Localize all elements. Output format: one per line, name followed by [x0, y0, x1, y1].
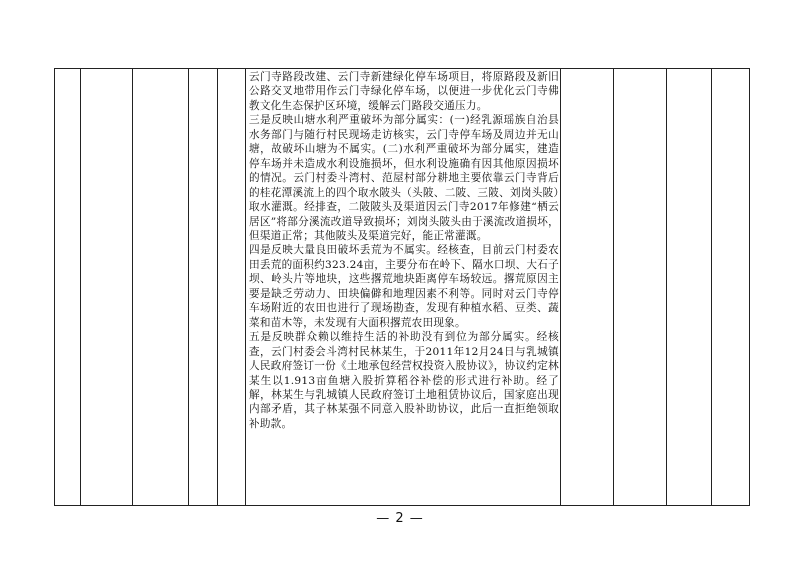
table-column-divider [666, 69, 667, 505]
verification-findings-cell [245, 69, 559, 431]
paragraph-finding-three: 三是反映山塘水利严重破坏为部分属实：(一)经乳源瑶族自治县水务部门与随行村民现场走访核实，云门寺停车场及周边并无山塘，故破坏山塘为不属实。(二)水利严重破坏为部分属实，建造停车场并未造成水利设施损坏，但水利设施确有因其他原因损坏的情况。云门村委斗湾村、范屋村部分耕地主要依靠云门寺背后的桂花潭溪流上的四个取水陂头（头陂、二陂、三陂、刘岗头陂）取水灌溉。经排查，二陂陂头及渠道因云门寺2017年修建“栖云居区”将部分溪流改道导致损坏；刘岗头陂头由于溪流改道损坏，但渠道正常；其他陂头及渠道完好，能正常灌溉。 [249, 114, 559, 242]
table-border-right [749, 69, 750, 505]
table-column-divider [217, 69, 218, 505]
table-column-divider [132, 69, 133, 505]
table-column-divider [560, 69, 561, 505]
table-column-divider [80, 69, 81, 505]
table-border-left [54, 69, 55, 505]
page-number: — 2 — [376, 511, 424, 526]
paragraph-finding-four: 四是反映大量良田破坏丢荒为不属实。经核查，目前云门村委农田丢荒的面积约323.24亩，主要分布在岭下、隔水口坝、大石子坝、岭头片等地块，这些撂荒地块距离停车场较远。撂荒原因主要是缺乏劳动力、田块偏僻和地理因素不利等。同时对云门寺停车场附近的农田也进行了现场勘查，发现有种植水稻、豆类、蔬菜和苗木等，未发现有大面积撂荒农田现象。 [249, 244, 559, 329]
paragraph-finding-five: 五是反映群众赖以维持生活的补助没有到位为部分属实。经核查，云门村委会斗湾村民林某生，于2011年12月24日与乳城镇人民政府签订一份《土地承包经营权投资入股协议》，协议约定林某生以1.913亩鱼塘入股折算稻谷补偿的形式进行补助。经了解，林某生与乳城镇人民政府签订土地租赁协议后，国家庭出现内部矛盾，其子林某强不同意入股补助协议，此后一直拒绝领取补助款。 [249, 331, 559, 430]
table-continuation [54, 68, 750, 506]
paragraph-parking-project: 云门寺路段改建、云门寺新建绿化停车场项目，将原路段及新旧公路交叉地带用作云门寺绿化停车场，以便进一步优化云门寺佛教文化生态保护区环境，缓解云门路段交通压力。 [249, 71, 559, 112]
table-column-divider [188, 69, 189, 505]
table-column-divider [711, 69, 712, 505]
table-column-divider [613, 69, 614, 505]
